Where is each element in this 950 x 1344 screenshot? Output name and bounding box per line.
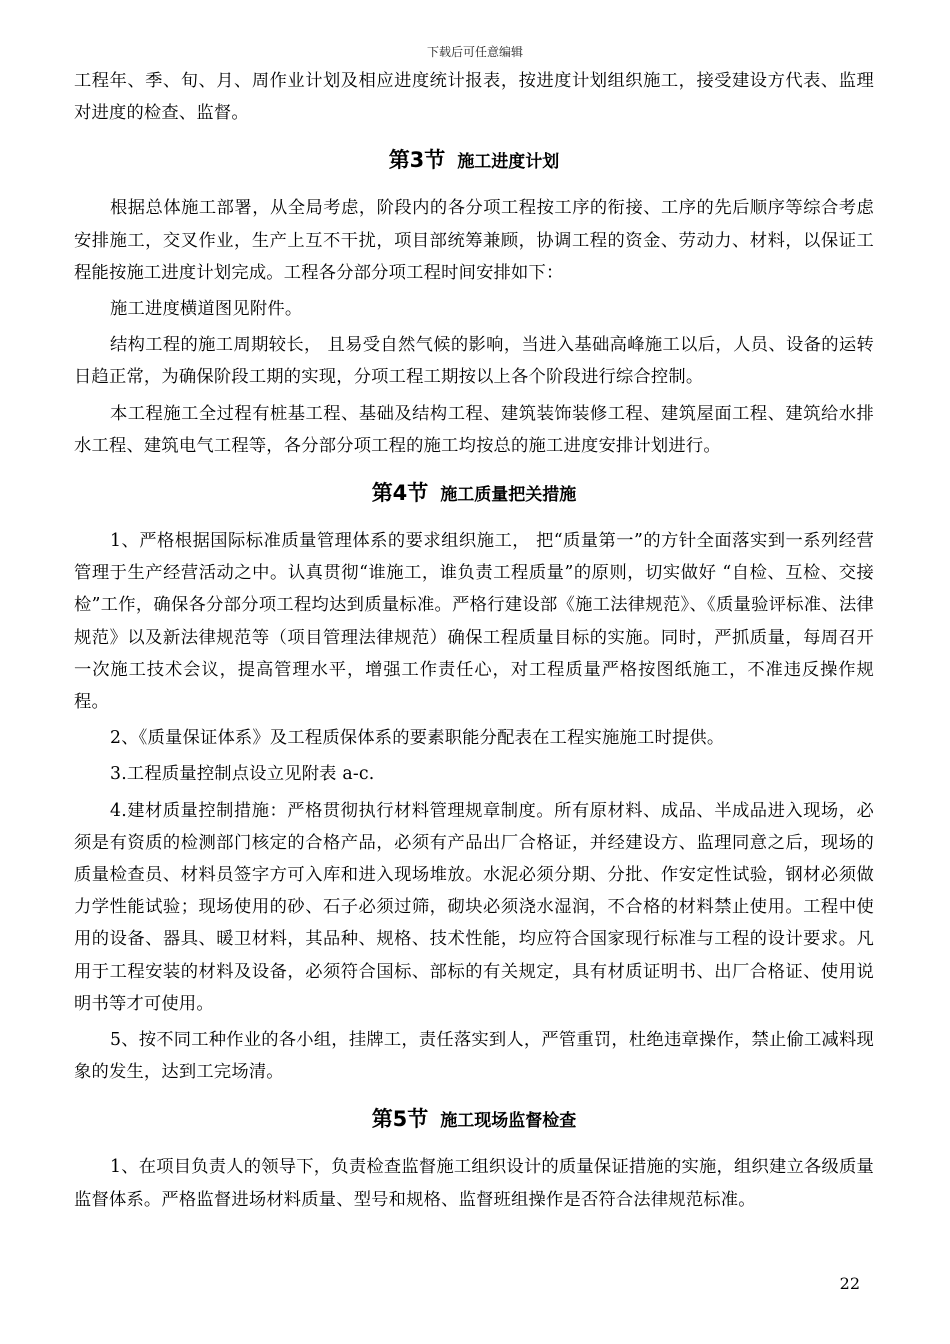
section-4-paragraph-4: 4.建材质量控制措施：严格贯彻执行材料管理规章制度。所有原材料、成品、半成品进入现场，必须是有资质的检测部门核定的合格产品，必须有产品出厂合格证，并经建设方、监理同意之后，现场的质量检查员、材料员签字方可入库和进入现场堆放。水泥必须分期、分批、作安定性试验，钢材必须做力学性能试验；现场使用的砂、石子必须过筛，砌块必须浇水湿润，不合格的材料禁止使用。工程中使用的设备、器具、暖卫材料，其品种、规格、技术性能，均应符合国家现行标准与工程的设计要求。凡用于工程安装的材料及设备，必须符合国标、部标的有关规定，具有材质证明书、出厂合格证、使用说明书等才可使用。 [74, 800, 874, 1014]
section-3-paragraph-4: 本工程施工全过程有桩基工程、基础及结构工程、建筑装饰装修工程、建筑屋面工程、建筑给水排水工程、建筑电气工程等，各分部分项工程的施工均按总的施工进度安排计划进行。 [74, 403, 874, 456]
section-5-paragraph-1: 1、在项目负责人的领导下，负责检查监督施工组织设计的质量保证措施的实施，组织建立各级质量监督体系。严格监督进场材料质量、型号和规格、监督班组操作是否符合法律规范标准。 [74, 1157, 874, 1210]
section-3-title: 施工进度计划 [457, 152, 560, 173]
section-4-paragraph-1: 1、严格根据国际标准质量管理体系的要求组织施工， 把“质量第一”的方针全面落实到一系列经营管理于生产经营活动之中。认真贯彻“谁施工，谁负责工程质量”的原则，切实做好 “自检、互检、交接检”工作，确保各分部分项工程均达到质量标准。严格行建设部《施工法律规范》、《质量验评标准、法律规范》以及新法律规范等（项目管理法律规范）确保工程质量目标的实施。同时，严抓质量，每周召开一次施工技术会议，提高管理水平，增强工作责任心，对工程质量严格按图纸施工，不准违反操作规程。 [74, 531, 874, 713]
page-number: 22 [839, 1274, 860, 1293]
section-4-title: 施工质量把关措施 [440, 485, 577, 506]
section-5-heading [74, 1102, 874, 1137]
section-3-paragraph-2: 施工进度横道图见附件。 [110, 299, 303, 320]
intro-paragraph: 工程年、季、旬、月、周作业计划及相应进度统计报表，按进度计划组织施工，接受建设方代表、监理对进度的检查、监督。 [74, 71, 874, 124]
section-3-paragraph-3: 结构工程的施工周期较长， 且易受自然气候的影响，当进入基础高峰施工以后，人员、设备的运转日趋正常，为确保阶段工期的实现，分项工程工期按以上各个阶段进行综合控制。 [74, 335, 874, 388]
page-content [74, 65, 874, 1220]
section-3-paragraph-1: 根据总体施工部署，从全局考虑，阶段内的各分项工程按工序的衔接、工序的先后顺序等综合考虑安排施工，交叉作业，生产上互不干扰，项目部统筹兼顾，协调工程的资金、劳动力、材料，以保证工程能按施工进度计划完成。工程各分部分项工程时间安排如下： [74, 198, 874, 283]
section-4-paragraph-5: 5、按不同工种作业的各小组，挂牌工，责任落实到人，严管重罚，杜绝违章操作，禁止偷工减料现象的发生，达到工完场清。 [74, 1030, 874, 1083]
section-5-number: 第5节 [371, 1107, 429, 1132]
section-4-paragraph-3: 3.工程质量控制点设立见附表 a-c. [110, 764, 375, 785]
section-4-number: 第4节 [371, 481, 429, 506]
section-3-number: 第3节 [388, 148, 446, 173]
section-4-heading [74, 476, 874, 511]
page-header: 下载后可任意编辑 [426, 45, 523, 59]
section-5-title: 施工现场监督检查 [440, 1111, 577, 1132]
section-4-paragraph-2: 2、《质量保证体系》及工程质保体系的要素职能分配表在工程实施施工时提供。 [110, 728, 725, 749]
section-3-heading [74, 143, 874, 178]
